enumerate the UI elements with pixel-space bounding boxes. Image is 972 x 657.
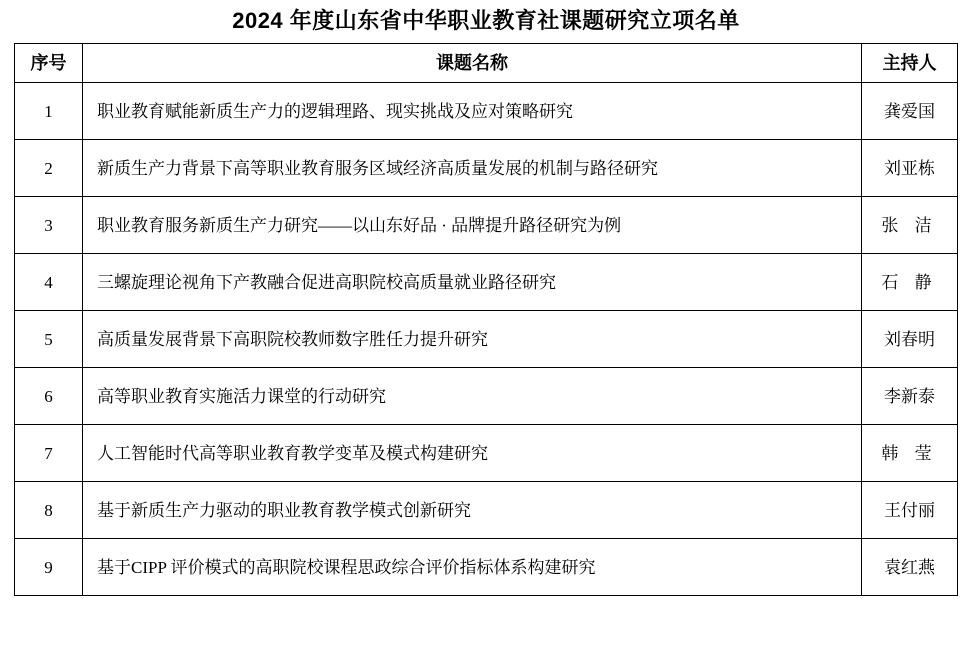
table-row bbox=[15, 311, 958, 368]
cell-title: 基于新质生产力驱动的职业教育教学模式创新研究 bbox=[83, 482, 862, 539]
cell-title: 职业教育赋能新质生产力的逻辑理路、现实挑战及应对策略研究 bbox=[83, 83, 862, 140]
cell-index: 3 bbox=[15, 197, 83, 254]
cell-title: 基于CIPP 评价模式的高职院校课程思政综合评价指标体系构建研究 bbox=[83, 539, 862, 596]
cell-host: 王付丽 bbox=[862, 482, 958, 539]
cell-title: 新质生产力背景下高等职业教育服务区域经济高质量发展的机制与路径研究 bbox=[83, 140, 862, 197]
cell-host: 袁红燕 bbox=[862, 539, 958, 596]
cell-index: 8 bbox=[15, 482, 83, 539]
table-container bbox=[0, 43, 972, 596]
cell-host: 李新泰 bbox=[862, 368, 958, 425]
cell-title: 高质量发展背景下高职院校教师数字胜任力提升研究 bbox=[83, 311, 862, 368]
column-header-title: 课题名称 bbox=[83, 44, 862, 83]
cell-title: 三螺旋理论视角下产教融合促进高职院校高质量就业路径研究 bbox=[83, 254, 862, 311]
cell-host: 韩 莹 bbox=[862, 425, 958, 482]
cell-title: 人工智能时代高等职业教育教学变革及模式构建研究 bbox=[83, 425, 862, 482]
table-row bbox=[15, 539, 958, 596]
cell-host: 刘亚栋 bbox=[862, 140, 958, 197]
table-body bbox=[15, 83, 958, 596]
table-header-row bbox=[15, 44, 958, 83]
cell-title: 职业教育服务新质生产力研究——以山东好品 · 品牌提升路径研究为例 bbox=[83, 197, 862, 254]
cell-index: 2 bbox=[15, 140, 83, 197]
table-row bbox=[15, 197, 958, 254]
table-row bbox=[15, 368, 958, 425]
table-row bbox=[15, 482, 958, 539]
cell-host: 刘春明 bbox=[862, 311, 958, 368]
table-header bbox=[15, 44, 958, 83]
cell-index: 7 bbox=[15, 425, 83, 482]
cell-index: 1 bbox=[15, 83, 83, 140]
column-header-host: 主持人 bbox=[862, 44, 958, 83]
column-header-index: 序号 bbox=[15, 44, 83, 83]
table-row bbox=[15, 254, 958, 311]
table-row bbox=[15, 425, 958, 482]
cell-index: 4 bbox=[15, 254, 83, 311]
cell-index: 9 bbox=[15, 539, 83, 596]
cell-title: 高等职业教育实施活力课堂的行动研究 bbox=[83, 368, 862, 425]
cell-host: 石 静 bbox=[862, 254, 958, 311]
table-row bbox=[15, 140, 958, 197]
cell-index: 6 bbox=[15, 368, 83, 425]
cell-index: 5 bbox=[15, 311, 83, 368]
page-title: 2024 年度山东省中华职业教育社课题研究立项名单 bbox=[232, 8, 740, 33]
cell-host: 张 洁 bbox=[862, 197, 958, 254]
project-listing-table bbox=[14, 43, 958, 596]
cell-host: 龚爱国 bbox=[862, 83, 958, 140]
table-row bbox=[15, 83, 958, 140]
